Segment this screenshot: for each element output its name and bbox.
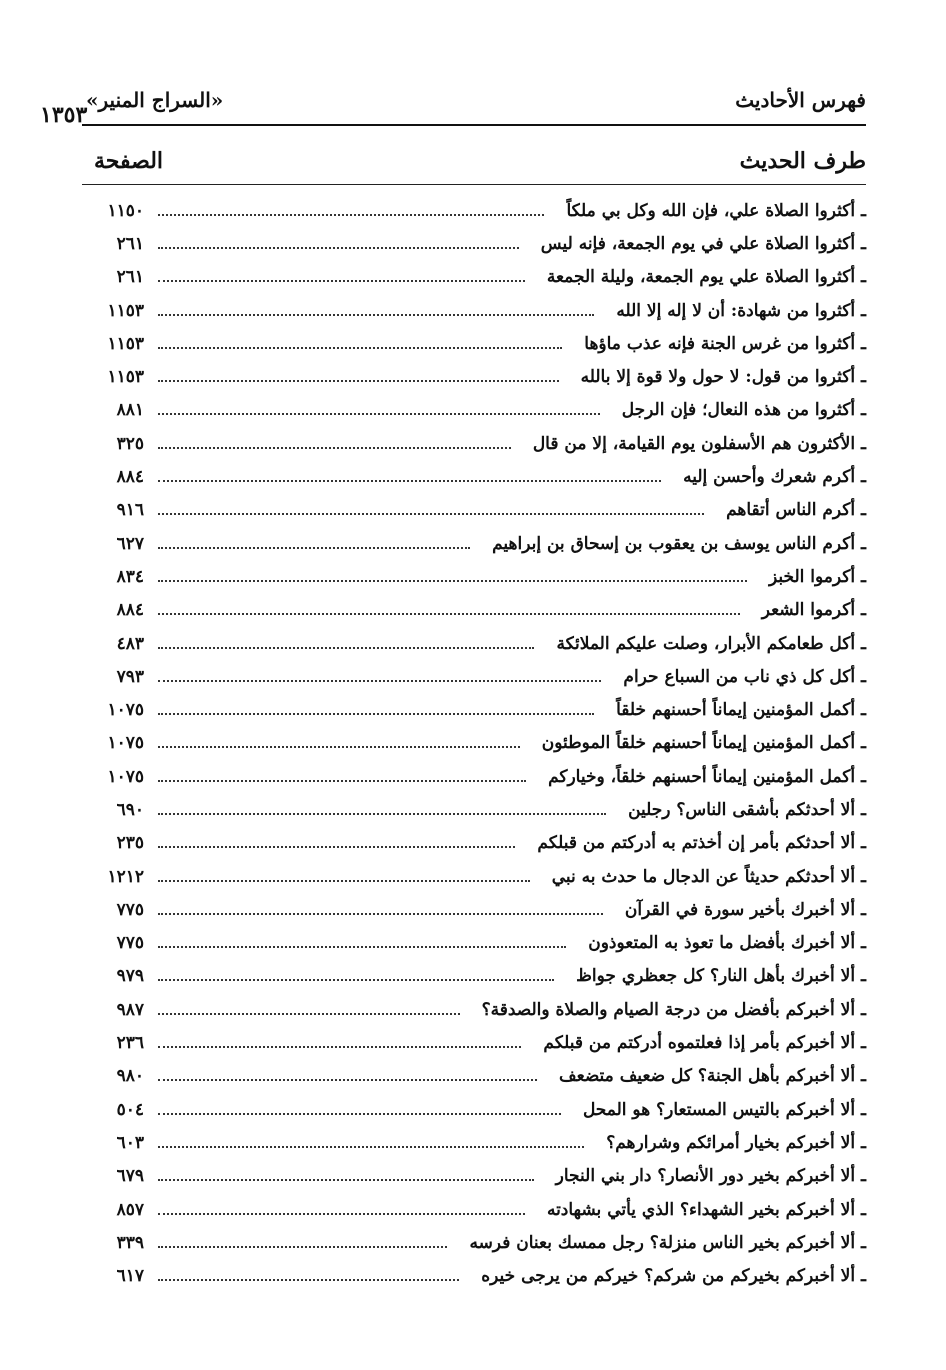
index-entry [82, 360, 866, 393]
index-entry [82, 261, 866, 294]
page-reference: ٨٨٤ [116, 467, 144, 488]
index-entry [82, 427, 866, 460]
hadith-incipit: ـ ألا أخبرك بأهل النار؟ كل جعظري جواظ [576, 966, 866, 987]
page-reference: ١٠٧٥ [107, 733, 144, 754]
dot-leader [158, 580, 747, 582]
hadith-incipit: ـ ألا أخبركم بخير الناس منزلة؟ رجل ممسك بعنان فرسه [469, 1232, 866, 1253]
page-reference: ٢٦١ [116, 233, 144, 254]
index-entry [82, 727, 866, 760]
index-entry-row [82, 927, 866, 960]
hadith-incipit: ـ ألا أخبركم بخيركم من شركم؟ خيركم من يرجى خيره [481, 1266, 866, 1287]
page-reference: ٧٧٥ [116, 933, 144, 954]
header-divider [82, 124, 866, 126]
dot-leader [158, 314, 594, 316]
page-reference: ٨٣٤ [116, 566, 144, 587]
index-entry-row [82, 1126, 866, 1159]
index-entry-row [82, 893, 866, 926]
index-entry-row [82, 294, 866, 327]
page-reference: ٧٧٥ [116, 899, 144, 920]
hadith-incipit: ـ ألا أحدثكم بأشقى الناس؟ رجلين [628, 799, 866, 820]
index-entry-row [82, 1226, 866, 1259]
page-reference: ٦٢٧ [116, 533, 144, 554]
index-entry [82, 1260, 866, 1293]
dot-leader [158, 647, 534, 649]
index-entry-row [82, 1260, 866, 1293]
dot-leader [158, 214, 544, 216]
index-entry [82, 960, 866, 993]
dot-leader [158, 680, 601, 682]
hadith-incipit: ـ ألا أخبركم بأفضل من درجة الصيام والصلاة والصدقة؟ [481, 999, 866, 1020]
hadith-incipit: ـ ألا أخبركم بأمر إذا فعلتموه أدركتم من قبلكم [543, 1033, 866, 1054]
index-entry-row [82, 1060, 866, 1093]
dot-leader [158, 447, 511, 449]
hadith-incipit: ـ ألا أخبركم بخير الشهداء؟ الذي يأتي بشهادته [546, 1199, 866, 1220]
dot-leader [158, 880, 530, 882]
index-entry [82, 1026, 866, 1059]
index-entry-row [82, 860, 866, 893]
dot-leader [158, 247, 519, 249]
page-reference: ١١٥٣ [107, 300, 144, 321]
index-entry [82, 1093, 866, 1126]
dot-leader [158, 480, 661, 482]
dot-leader [158, 513, 704, 515]
index-entry-row [82, 1160, 866, 1193]
dot-leader [158, 913, 603, 915]
header-section-title: فهرس الأحاديث [735, 88, 866, 112]
dot-leader [158, 380, 559, 382]
page-reference: ٩٧٩ [116, 966, 144, 987]
dot-leader [158, 1079, 537, 1081]
dot-leader [158, 1046, 521, 1048]
dot-leader [158, 946, 566, 948]
index-entry-row [82, 194, 866, 227]
index-entry [82, 460, 866, 493]
index-entry [82, 527, 866, 560]
index-entry-row [82, 760, 866, 793]
index-entry-row [82, 227, 866, 260]
page-reference: ١١٥٠ [107, 200, 144, 221]
hadith-incipit: ـ أكثروا من شهادة: أن لا إله إلا الله [616, 300, 866, 321]
index-entry [82, 893, 866, 926]
page-reference: ٤٨٣ [116, 633, 144, 654]
index-entry-row [82, 1093, 866, 1126]
hadith-incipit: ـ ألا أحدثكم حديثاً عن الدجال ما حدث به نبي [551, 866, 866, 887]
hadith-incipit: ـ أكرموا الشعر [761, 600, 866, 621]
hadith-incipit: ـ ألا أخبركم بأهل الجنة؟ كل ضعيف متضعف [559, 1066, 866, 1087]
hadith-incipit: ـ أكرم شعرك وأحسن إليه [683, 467, 866, 488]
index-entry-row [82, 693, 866, 726]
index-entry-row [82, 594, 866, 627]
hadith-incipit: ـ أكثروا الصلاة علي يوم الجمعة، وليلة الجمعة [546, 267, 866, 288]
page-reference: ٦٧٩ [116, 1166, 144, 1187]
page-reference: ١١٥٣ [107, 367, 144, 388]
index-entry-row [82, 827, 866, 860]
index-entry [82, 693, 866, 726]
index-entry [82, 1060, 866, 1093]
hadith-incipit: ـ الأكثرون هم الأسفلون يوم القيامة، إلا من قال [532, 433, 866, 454]
dot-leader [158, 746, 520, 748]
index-entry-row [82, 560, 866, 593]
dot-leader [158, 780, 526, 782]
page-reference: ٦٠٣ [116, 1132, 144, 1153]
index-entry-row [82, 660, 866, 693]
index-entry [82, 194, 866, 227]
page-reference: ٢٦١ [116, 267, 144, 288]
index-entry [82, 1226, 866, 1259]
hadith-incipit: ـ ألا أخبركم بخيار أمرائكم وشرارهم؟ [606, 1132, 866, 1153]
index-entry [82, 760, 866, 793]
hadith-incipit: ـ أكمل المؤمنين إيماناً أحسنهم خلقاً، وخياركم [548, 766, 866, 787]
page-reference: ٨٨٤ [116, 600, 144, 621]
index-entry-row [82, 727, 866, 760]
index-entry [82, 660, 866, 693]
dot-leader [158, 1213, 525, 1215]
hadith-incipit: ـ ألا أحدثكم بأمر إن أخذتم به أدركتم من قبلكم [537, 833, 866, 854]
dot-leader [158, 1146, 584, 1148]
index-entry [82, 927, 866, 960]
running-header [40, 86, 866, 128]
index-entry-row [82, 1193, 866, 1226]
hadith-incipit: ـ أكثروا من قول: لا حول ولا قوة إلا بالله [580, 367, 866, 388]
page-reference: ٩١٦ [116, 500, 144, 521]
dot-leader [158, 1113, 561, 1115]
header-book-title: «السراج المنير» [86, 88, 224, 112]
dot-leader [158, 713, 594, 715]
page-reference: ٦١٧ [116, 1266, 144, 1287]
index-entry [82, 993, 866, 1026]
index-entry [82, 594, 866, 627]
dot-leader [158, 1013, 460, 1015]
index-entry-row [82, 993, 866, 1026]
page-reference: ٨٥٧ [116, 1199, 144, 1220]
index-entry-row [82, 394, 866, 427]
index-entry-row [82, 793, 866, 826]
index-entry [82, 394, 866, 427]
index-entry [82, 560, 866, 593]
dot-leader [158, 1246, 447, 1248]
page-reference: ٦٩٠ [116, 799, 144, 820]
index-entry-row [82, 627, 866, 660]
dot-leader [158, 347, 562, 349]
index-entry-row [82, 494, 866, 527]
hadith-incipit: ـ أكثروا الصلاة علي في يوم الجمعة، فإنه ليس [540, 233, 866, 254]
index-entry-row [82, 960, 866, 993]
page-number: ١٣٥٣ [40, 102, 88, 128]
index-entry [82, 327, 866, 360]
hadith-incipit: ـ أكثروا من غرس الجنة فإنه عذب ماؤها [584, 333, 866, 354]
dot-leader [158, 1179, 534, 1181]
index-entry-row [82, 327, 866, 360]
index-entry-row [82, 527, 866, 560]
page-reference: ٧٩٣ [116, 666, 144, 687]
hadith-incipit: ـ ألا أخبرك بأفضل ما تعوذ به المتعوذون [588, 933, 866, 954]
index-entry [82, 1193, 866, 1226]
index-entry [82, 860, 866, 893]
dot-leader [158, 813, 606, 815]
dot-leader [158, 613, 740, 615]
column-heading-hadith: طرف الحديث [739, 148, 866, 174]
page-reference: ٣٢٥ [116, 433, 144, 454]
column-heading-divider [82, 184, 866, 185]
dot-leader [158, 1279, 459, 1281]
hadith-incipit: ـ ألا أخبركم بخير دور الأنصار؟ دار بني النجار [555, 1166, 866, 1187]
hadith-incipit: ـ أكمل المؤمنين إيماناً أحسنهم خلقاً الموطئون [541, 733, 866, 754]
dot-leader [158, 547, 470, 549]
hadith-incipit: ـ ألا أخبرك بأخير سورة في القرآن [624, 899, 866, 920]
page-reference: ١٠٧٥ [107, 700, 144, 721]
column-heading-page: الصفحة [94, 148, 164, 174]
hadith-incipit: ـ أكل كل ذي ناب من السباع حرام [623, 666, 866, 687]
hadith-incipit: ـ ألا أخبركم بالتيس المستعار؟ هو المحل [582, 1099, 866, 1120]
page-reference: ٩٨٧ [116, 999, 144, 1020]
page-reference: ١١٥٣ [107, 333, 144, 354]
hadith-incipit: ـ أكرم الناس يوسف بن يعقوب بن إسحاق بن إبراهيم [492, 533, 866, 554]
hadith-incipit: ـ أكثروا من هذه النعال؛ فإن الرجل [621, 400, 866, 421]
dot-leader [158, 413, 600, 415]
page-reference: ١٢١٢ [107, 866, 144, 887]
index-entry [82, 1160, 866, 1193]
index-entry-row [82, 1026, 866, 1059]
index-entry-row [82, 360, 866, 393]
page-reference: ٩٨٠ [116, 1066, 144, 1087]
index-entry [82, 627, 866, 660]
index-entry-row [82, 460, 866, 493]
page-reference: ١٠٧٥ [107, 766, 144, 787]
page-reference: ٢٣٥ [116, 833, 144, 854]
page-reference: ٢٣٦ [116, 1033, 144, 1054]
index-entry-row [82, 427, 866, 460]
dot-leader [158, 979, 554, 981]
index-entry [82, 827, 866, 860]
page-reference: ٣٣٩ [116, 1232, 144, 1253]
index-entry-row [82, 261, 866, 294]
hadith-index-list [82, 194, 866, 1293]
page-reference: ٨٨١ [116, 400, 144, 421]
page-reference: ٥٠٤ [116, 1099, 144, 1120]
index-entry [82, 494, 866, 527]
index-entry [82, 227, 866, 260]
dot-leader [158, 846, 515, 848]
hadith-incipit: ـ أكرم الناس أتقاهم [726, 500, 866, 521]
hadith-incipit: ـ أكل طعامكم الأبرار، وصلت عليكم الملائكة [556, 633, 866, 654]
hadith-incipit: ـ أكرموا الخبز [768, 566, 866, 587]
index-entry [82, 294, 866, 327]
index-entry [82, 1126, 866, 1159]
hadith-incipit: ـ أكثروا الصلاة علي، فإن الله وكل بي ملكاً [566, 200, 866, 221]
index-entry [82, 793, 866, 826]
dot-leader [158, 280, 525, 282]
hadith-incipit: ـ أكمل المؤمنين إيماناً أحسنهم خلقاً [616, 700, 866, 721]
